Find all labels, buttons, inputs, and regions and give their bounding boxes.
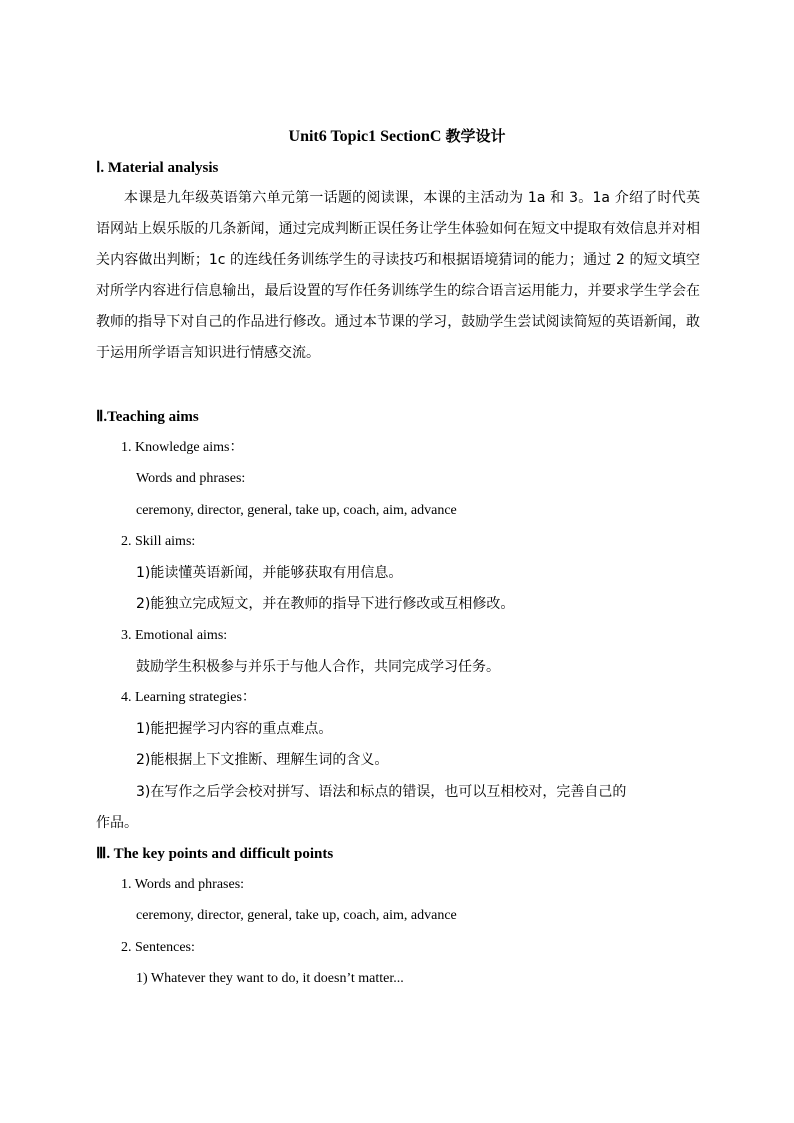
skill-aims-label: 2. Skill aims:	[121, 534, 196, 549]
sentences-label: 2. Sentences:	[121, 940, 195, 955]
heading-teaching-aims: Ⅱ.Teaching aims	[96, 409, 199, 425]
title-english: Unit6 Topic1 SectionC	[288, 128, 442, 145]
emotional-aims-label: 3. Emotional aims:	[121, 628, 228, 643]
key-words-label: 1. Words and phrases:	[121, 877, 245, 892]
skill-aim-2: 2)能独立完成短文，并在教师的指导下进行修改或互相修改。	[136, 596, 515, 612]
words-list: ceremony, director, general, take up, coach, aim, advance	[136, 503, 457, 518]
title-chinese: 教学设计	[445, 127, 506, 145]
sentence-1: 1) Whatever they want to do, it doesn’t matter...	[136, 971, 404, 986]
learning-strategies-label: 4. Learning strategies：	[121, 690, 256, 705]
skill-aim-1: 1)能读懂英语新闻，并能够获取有用信息。	[136, 565, 403, 581]
document-title	[0, 126, 794, 147]
heading-key-points: Ⅲ. The key points and difficult points	[96, 846, 334, 862]
key-words-list: ceremony, director, general, take up, coach, aim, advance	[136, 908, 457, 923]
heading-material-analysis: Ⅰ. Material analysis	[96, 160, 219, 176]
words-phrases-label: Words and phrases:	[136, 471, 246, 486]
learning-strategy-2: 2)能根据上下文推断、理解生词的含义。	[136, 752, 389, 768]
learning-strategy-3-continued: 作品。	[96, 815, 138, 831]
emotional-aim-1: 鼓励学生积极参与并乐于与他人合作，共同完成学习任务。	[136, 659, 500, 675]
knowledge-aims-label: 1. Knowledge aims：	[121, 440, 244, 455]
learning-strategy-3: 3)在写作之后学会校对拼写、语法和标点的错误，也可以互相校对，完善自己的	[136, 784, 627, 800]
material-analysis-paragraph: 本课是九年级英语第六单元第一话题的阅读课，本课的主活动为 1a 和 3。1a 介绍了时代英语网站上娱乐版的几条新闻，通过完成判断正误任务让学生体验如何在短文中提取有效信息并对相关内容做出判断；1c 的连线任务训练学生的寻读技巧和根据语境猜词的能力；通过 2 的短文填空对所学内容进行信息输出，最后设置的写作任务训练学生的综合语言运用能力，并要求学生学会在教师的指导下对自己的作品进行修改。通过本节课的学习，鼓励学生尝试阅读简短的英语新闻，敢于运用所学语言知识进行情感交流。	[96, 190, 700, 361]
learning-strategy-1: 1)能把握学习内容的重点难点。	[136, 721, 333, 737]
